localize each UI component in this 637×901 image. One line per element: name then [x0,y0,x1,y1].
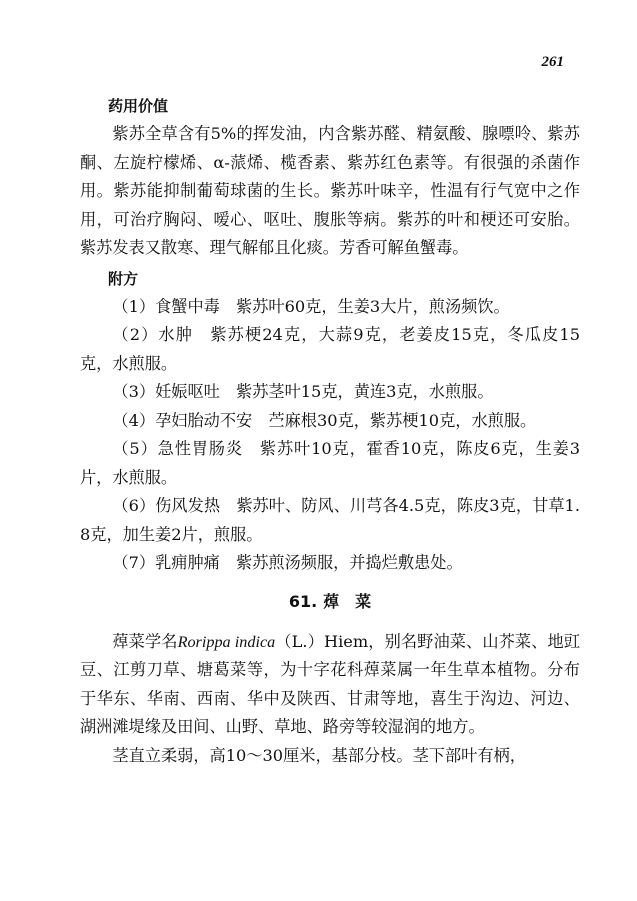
section-title-char-1: 蔊 [323,591,340,611]
section-title-char-2: 菜 [355,591,372,611]
intro-rest: （L.）Hiem，别名野油菜、山芥菜、地豇豆、江剪刀草、塘葛菜等，为十字花科蔊菜属一年生草本植物。分布于华东、华南、西南、华中及陕西、甘肃等地，喜生于沟边、河边、湖洲滩堤缘及田间、山野、草地、路旁等较湿润的地方。 [80,631,581,736]
medicinal-value-paragraph: 紫苏全草含有5%的挥发油，内含紫苏醛、精氨酸、腺嘌呤、紫苏酮、左旋柠檬烯、α-蒎烯、榄香素、紫苏红色素等。有很强的杀菌作用。紫苏能抑制葡萄球菌的生长。紫苏叶味辛，性温有行气宽中之作用，可治疗胸闷、嗳心、呕吐、腹胀等病。紫苏的叶和梗还可安胎。紫苏发表又散寒、理气解郁且化痰。芳香可解鱼蟹毒。 [80,124,580,257]
section-title [80,590,580,614]
description-paragraph: 茎直立柔弱，高10～30厘米，基部分枝。茎下部叶有柄， [112,745,526,765]
prescription-item-7: （7）乳痈肿痛 紫苏煎汤频服，并捣烂敷患处。 [112,553,463,572]
page-number: 261 [541,54,564,70]
intro-paragraph [80,628,580,742]
prescription-item-4: （4）孕妇胎动不安 苎麻根30克，紫苏梗10克，水煎服。 [112,410,537,430]
prescription-item-5: （5）急性胃肠炎 紫苏叶10克，霍香10克，陈皮6克，生姜3片，水煎服。 [80,439,580,487]
prescription-item-3: （3）妊娠呕吐 紫苏茎叶15克，黄连3克，水煎服。 [112,382,494,401]
prescriptions-heading: 附方 [108,269,139,288]
latin-name: Rorippa indica [177,632,276,651]
page-body [80,92,580,770]
medicinal-value-heading: 药用价值 [108,97,169,115]
intro-lead: 蔊菜学名 [112,631,178,651]
prescription-item-6: （6）伤风发热 紫苏叶、防风、川芎各4.5克，陈皮3克，甘草1.8克，加生姜2片，煎服。 [80,496,580,544]
prescription-item-2: （2）水肿 紫苏梗24克，大蒜9克，老姜皮15克，冬瓜皮15克，水煎服。 [80,325,580,373]
prescription-item-1: （1）食蟹中毒 紫苏叶60克，生姜3大片，煎汤频饮。 [112,296,510,316]
section-number: 61. [288,591,318,611]
